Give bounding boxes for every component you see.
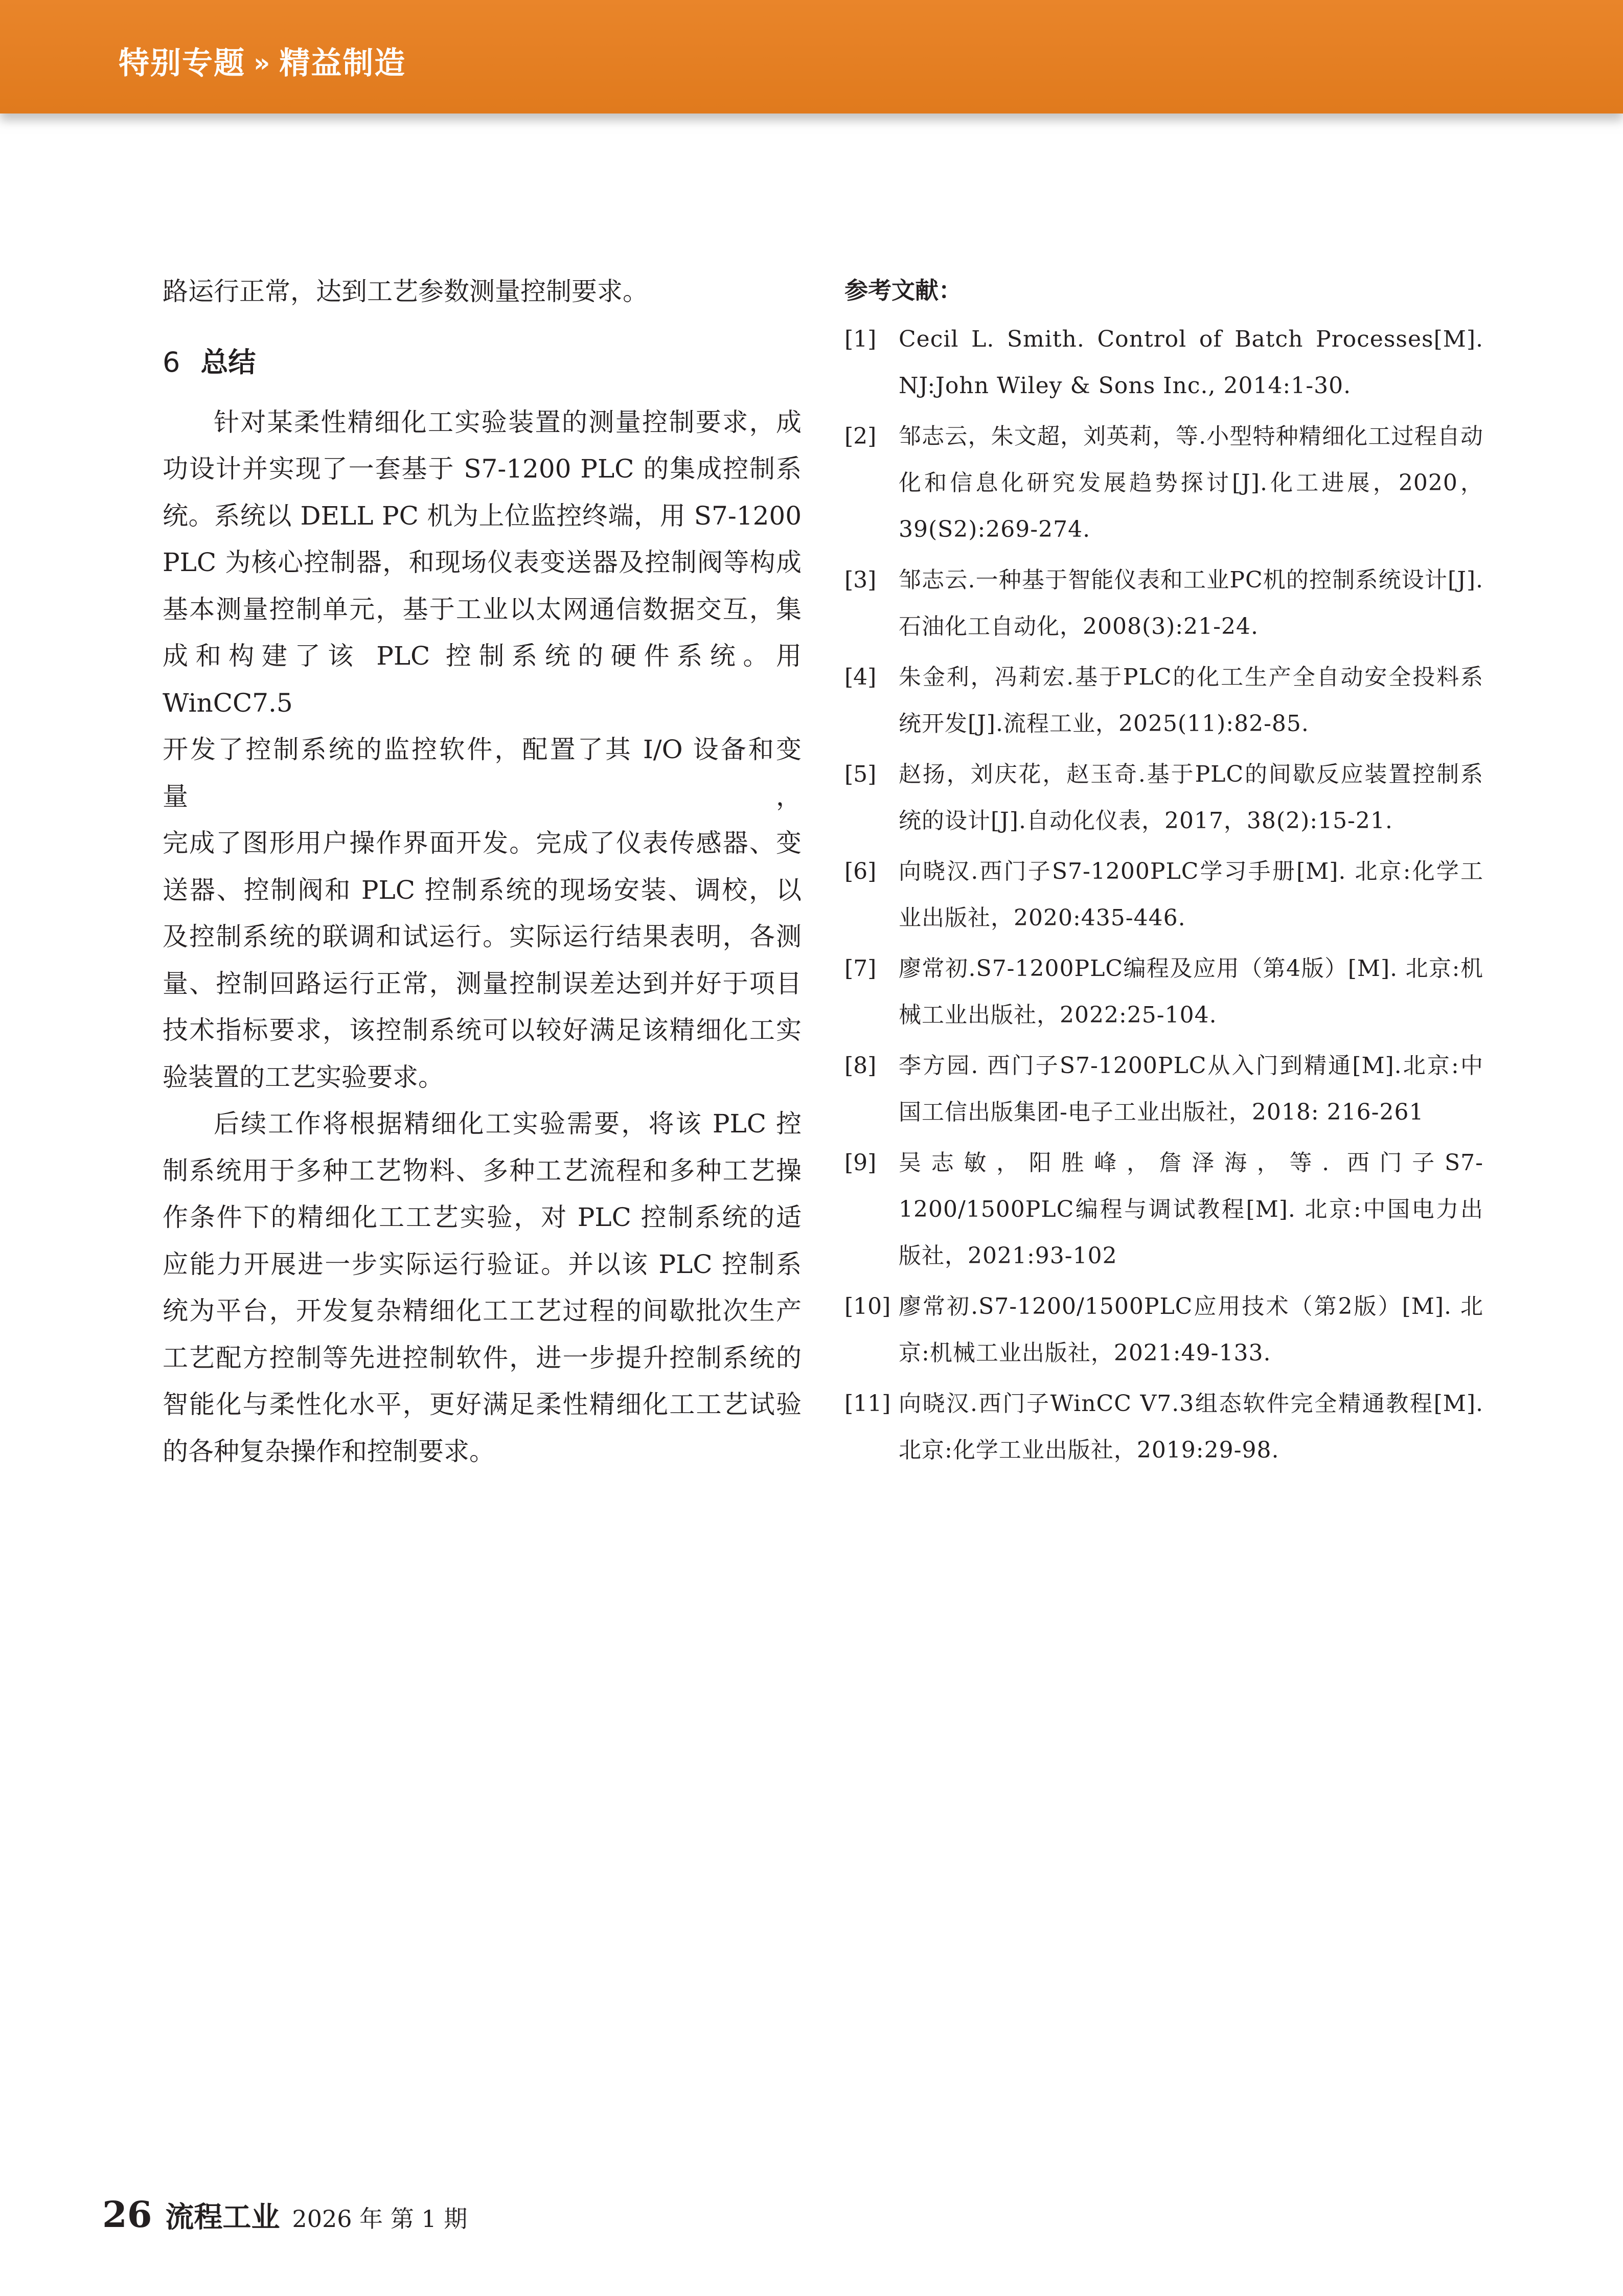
- page-footer: [102, 2193, 467, 2236]
- paragraph-1: [163, 399, 802, 1101]
- reference-number: [6]: [844, 858, 877, 884]
- reference-number: [7]: [844, 956, 877, 982]
- reference-number: [1]: [844, 326, 877, 352]
- header-topic: 精益制造: [279, 46, 406, 81]
- reference-number: [10]: [844, 1293, 891, 1320]
- reference-item: [844, 1380, 1483, 1473]
- reference-item: [844, 413, 1483, 553]
- paragraph-line: 针对某柔性精细化工实验装置的测量控制要求，成: [214, 407, 802, 437]
- reference-text: 廖常初.S7-1200PLC编程及应用（第4版）[M]. 北京:机械工业出版社，2022:25-104.: [899, 956, 1483, 1028]
- paragraph-line: 送器、控制阀和 PLC 控制系统的现场安装、调校，以: [163, 875, 802, 905]
- reference-item: [844, 1140, 1483, 1279]
- reference-text: 邹志云.一种基于智能仪表和工业PC机的控制系统设计[J].石油化工自动化，2008(3):21-24.: [899, 567, 1483, 640]
- reference-item: [844, 316, 1483, 409]
- paragraph-line: 成和构建了该 PLC 控制系统的硬件系统。用 WinCC7.5: [163, 641, 802, 718]
- reference-item: [844, 557, 1483, 650]
- reference-text: 吴志敏，阳胜峰，詹泽海，等. 西门子S7-1200/1500PLC编程与调试教程[M]. 北京:中国电力出版社，2021:93-102: [899, 1150, 1483, 1269]
- reference-item: [844, 1283, 1483, 1376]
- reference-text: 李方园. 西门子S7-1200PLC从入门到精通[M].北京:中国工信出版集团-电子工业出版社，2018: 216-261: [899, 1053, 1483, 1125]
- header-section: 特别专题: [119, 46, 245, 81]
- issue-label: 2026 年 第 1 期: [292, 2205, 468, 2233]
- reference-text: 朱金利，冯莉宏.基于PLC的化工生产全自动安全投料系统开发[J].流程工业，2025(11):82-85.: [899, 664, 1483, 737]
- header-title: [119, 43, 406, 85]
- section-heading: [163, 342, 802, 383]
- paragraph-line: 作条件下的精细化工工艺实验，对 PLC 控制系统的适: [163, 1202, 802, 1232]
- reference-item: [844, 654, 1483, 747]
- paragraph-line: 统。系统以 DELL PC 机为上位监控终端，用 S7-1200: [163, 501, 802, 531]
- reference-item: [844, 751, 1483, 844]
- reference-text: Cecil L. Smith. Control of Batch Processes[M]. NJ:John Wiley & Sons Inc., 2014:1-30.: [899, 326, 1483, 399]
- reference-item: [844, 945, 1483, 1038]
- paragraph-line: 统为平台，开发复杂精细化工工艺过程的间歇批次生产: [163, 1296, 802, 1326]
- paragraph-line: 基本测量控制单元，基于工业以太网通信数据交互，集: [163, 594, 802, 624]
- reference-number: [2]: [844, 423, 877, 449]
- reference-number: [9]: [844, 1150, 877, 1176]
- page-number: 26: [102, 2193, 152, 2236]
- journal-name: 流程工业: [165, 2200, 280, 2234]
- paragraph-line: 应能力开展进一步实际运行验证。并以该 PLC 控制系: [163, 1249, 802, 1279]
- paragraph-2: [163, 1101, 802, 1475]
- reference-text: 廖常初.S7-1200/1500PLC应用技术（第2版）[M]. 北京:机械工业出版社，2021:49-133.: [899, 1293, 1483, 1366]
- paragraph-line: 制系统用于多种工艺物料、多种工艺流程和多种工艺操: [163, 1155, 802, 1186]
- reference-text: 赵扬，刘庆花，赵玉奇.基于PLC的间歇反应装置控制系统的设计[J].自动化仪表，2017，38(2):15-21.: [899, 761, 1483, 834]
- reference-number: [11]: [844, 1391, 891, 1417]
- paragraph-line: 工艺配方控制等先进控制软件，进一步提升控制系统的: [163, 1343, 802, 1373]
- paragraph-line: 量、控制回路运行正常，测量控制误差达到并好于项目: [163, 968, 802, 998]
- paragraph-line: PLC 为核心控制器，和现场仪表变送器及控制阀等构成: [163, 548, 802, 577]
- paragraph-line: 的各种复杂操作和控制要求。: [163, 1436, 495, 1466]
- lead-line: 路运行正常，达到工艺参数测量控制要求。: [163, 277, 648, 306]
- paragraph-line: 技术指标要求，该控制系统可以较好满足该精细化工实: [163, 1015, 802, 1045]
- reference-text: 邹志云，朱文超，刘英莉，等.小型特种精细化工过程自动化和信息化研究发展趋势探讨[J].化工进展，2020，39(S2):269-274.: [899, 423, 1483, 542]
- paragraph-line: 后续工作将根据精细化工实验需要，将该 PLC 控: [214, 1109, 802, 1139]
- paragraph-line: 智能化与柔性化水平，更好满足柔性精细化工工艺试验: [163, 1390, 802, 1419]
- paragraph-line: 开发了控制系统的监控软件，配置了其 I/O 设备和变量，: [163, 735, 802, 811]
- reference-text: 向晓汉.西门子WinCC V7.3组态软件完全精通教程[M]. 北京:化学工业出版社，2019:29-98.: [899, 1391, 1483, 1463]
- paragraph-line: 功设计并实现了一套基于 S7-1200 PLC 的集成控制系: [163, 454, 802, 484]
- reference-text: 向晓汉.西门子S7-1200PLC学习手册[M]. 北京:化学工业出版社，2020:435-446.: [899, 858, 1483, 931]
- reference-number: [8]: [844, 1053, 877, 1079]
- reference-item: [844, 1042, 1483, 1135]
- reference-number: [5]: [844, 761, 877, 787]
- paragraph-line: 及控制系统的联调和试运行。实际运行结果表明，各测: [163, 922, 802, 951]
- reference-item: [844, 848, 1483, 941]
- paragraph-line: 验装置的工艺实验要求。: [163, 1062, 444, 1092]
- header-separator: »: [254, 48, 271, 78]
- left-column: [163, 268, 802, 1475]
- reference-number: [4]: [844, 664, 877, 690]
- references-column: [844, 270, 1483, 1477]
- paragraph-line: 完成了图形用户操作界面开发。完成了仪表传感器、变: [163, 828, 802, 858]
- references-title: 参考文献：: [844, 277, 962, 304]
- reference-number: [3]: [844, 567, 877, 593]
- section-title: 总结: [200, 346, 256, 378]
- section-number: 6: [163, 346, 180, 378]
